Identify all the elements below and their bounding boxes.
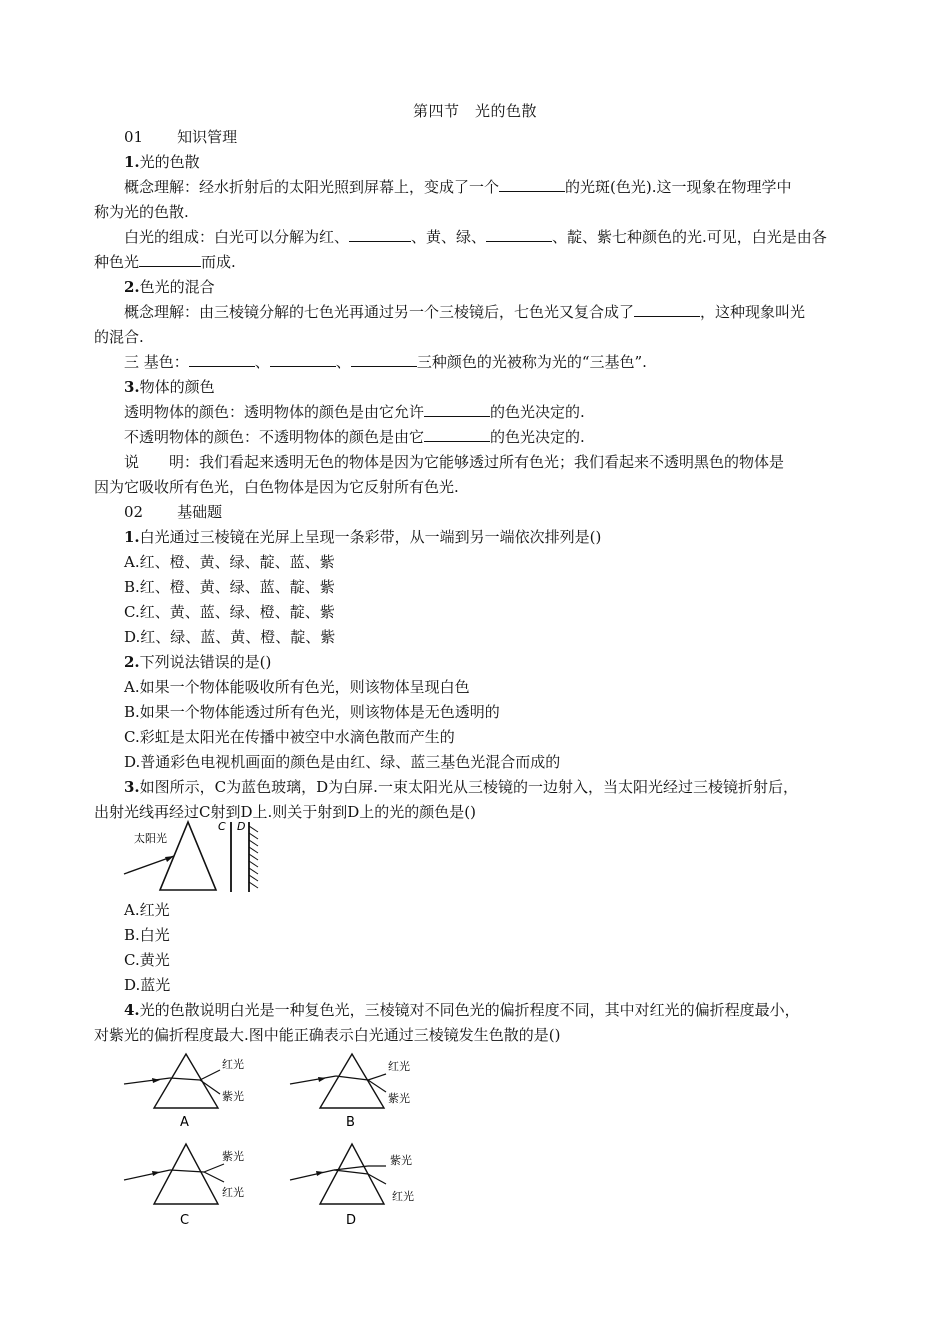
q3-option-b[interactable]: B.白光 bbox=[124, 926, 170, 944]
section-header-knowledge bbox=[124, 126, 237, 148]
paragraph-continuation: 因为它吸收所有色光，白色物体是因为它反射所有色光. bbox=[94, 478, 459, 496]
arrow-icon bbox=[152, 1171, 160, 1176]
text: 而成. bbox=[201, 253, 236, 271]
paragraph bbox=[124, 351, 647, 373]
q4-figure-b[interactable] bbox=[286, 1050, 426, 1130]
q1-option-c[interactable]: C.红、黄、蓝、绿、橙、靛、紫 bbox=[124, 603, 335, 621]
upper-label: 紫光 bbox=[222, 1150, 244, 1163]
text: 、靛、紫七种颜色的光.可见，白光是由各 bbox=[552, 228, 827, 246]
answer-blank[interactable] bbox=[424, 427, 490, 442]
question-2-stem bbox=[124, 651, 271, 673]
q3-option-d[interactable]: D.蓝光 bbox=[124, 976, 171, 994]
refracted-ray bbox=[170, 1170, 204, 1172]
text: 概念理解：由三棱镜分解的七色光再通过另一个三棱镜后，七色光又复合成了 bbox=[124, 303, 635, 321]
label-c: C bbox=[218, 820, 226, 833]
q2-option-a[interactable]: A.如果一个物体能吸收所有色光，则该物体呈现白色 bbox=[124, 678, 470, 696]
white-light-ray bbox=[124, 1170, 170, 1180]
lower-ray bbox=[200, 1080, 220, 1094]
q4-figure-d[interactable] bbox=[286, 1140, 426, 1230]
label-d: D bbox=[237, 820, 246, 833]
text: 三 基色： bbox=[124, 353, 189, 371]
figure-letter: D bbox=[346, 1213, 357, 1228]
text: 、黄、绿、 bbox=[411, 228, 487, 246]
text: 的光斑(色光).这一现象在物理学中 bbox=[565, 178, 792, 196]
question-text: 如图所示，C为蓝色玻璃，D为白屏.一束太阳光从三棱镜的一边射入，当太阳光经过三棱镜折射后， bbox=[139, 778, 798, 796]
heading-number: 2. bbox=[124, 278, 140, 296]
prism-shape bbox=[160, 822, 216, 890]
refracted-ray-lower bbox=[334, 1170, 368, 1174]
section-title: 知识管理 bbox=[177, 128, 238, 146]
paragraph: 说 明：我们看起来透明无色的物体是因为它能够透过所有色光；我们看起来不透明黑色的物体是 bbox=[124, 453, 785, 471]
white-light-ray bbox=[290, 1076, 336, 1084]
answer-blank[interactable] bbox=[349, 227, 411, 242]
section-title: 基础题 bbox=[177, 503, 223, 521]
lower-label: 红光 bbox=[222, 1186, 244, 1199]
text: 、 bbox=[335, 353, 351, 371]
q3-option-a[interactable]: A.红光 bbox=[124, 901, 170, 919]
sunlight-label: 太阳光 bbox=[134, 832, 167, 845]
screen-hatching bbox=[249, 826, 258, 888]
paragraph-continuation bbox=[94, 251, 236, 273]
knowledge-heading-1 bbox=[124, 151, 200, 173]
q1-option-d[interactable]: D.红、绿、蓝、黄、橙、靛、紫 bbox=[124, 628, 336, 646]
white-light-ray bbox=[290, 1170, 334, 1180]
heading-number: 1. bbox=[124, 153, 140, 171]
paragraph bbox=[124, 226, 827, 248]
text: 的色光决定的. bbox=[490, 428, 585, 446]
question-number: 3. bbox=[124, 778, 140, 796]
q2-option-b[interactable]: B.如果一个物体能透过所有色光，则该物体是无色透明的 bbox=[124, 703, 500, 721]
heading-text: 物体的颜色 bbox=[139, 378, 215, 396]
upper-label: 紫光 bbox=[390, 1154, 412, 1167]
answer-blank[interactable] bbox=[139, 252, 201, 267]
question-4-stem bbox=[124, 999, 800, 1021]
refracted-ray bbox=[170, 1078, 200, 1080]
section-header-basics bbox=[124, 501, 222, 523]
q1-option-a[interactable]: A.红、橙、黄、绿、靛、蓝、紫 bbox=[124, 553, 335, 571]
text: 种色光 bbox=[94, 253, 140, 271]
q2-option-d[interactable]: D.普通彩色电视机画面的颜色是由红、绿、蓝三基色光混合而成的 bbox=[124, 753, 561, 771]
lower-label: 紫光 bbox=[388, 1092, 410, 1105]
prism-shape bbox=[320, 1054, 384, 1108]
paragraph-continuation: 的混合. bbox=[94, 328, 144, 346]
question-3-stem bbox=[124, 776, 798, 798]
upper-label: 红光 bbox=[388, 1060, 410, 1073]
question-number: 1. bbox=[124, 528, 140, 546]
lower-label: 红光 bbox=[392, 1190, 414, 1203]
upper-ray bbox=[200, 1070, 220, 1080]
section-number: 02 bbox=[124, 503, 144, 521]
prism-shape bbox=[320, 1144, 384, 1204]
answer-blank[interactable] bbox=[270, 352, 336, 367]
question-number: 4. bbox=[124, 1001, 140, 1019]
question-3-stem-continued: 出射光线再经过C射到D上.则关于射到D上的光的颜色是() bbox=[94, 803, 477, 821]
paragraph bbox=[124, 176, 792, 198]
question-1-stem bbox=[124, 526, 601, 548]
text: ，这种现象叫光 bbox=[700, 303, 806, 321]
question-4-stem-continued: 对紫光的偏折程度最大.图中能正确表示白光通过三棱镜发生色散的是() bbox=[94, 1026, 561, 1044]
text: 透明物体的颜色：透明物体的颜色是由它允许 bbox=[124, 403, 425, 421]
question-text: 光的色散说明白光是一种复色光，三棱镜对不同色光的偏折程度不同，其中对红光的偏折程度最小， bbox=[139, 1001, 800, 1019]
section-number: 01 bbox=[124, 128, 144, 146]
lower-label: 紫光 bbox=[222, 1090, 244, 1103]
text: 的色光决定的. bbox=[490, 403, 585, 421]
answer-blank[interactable] bbox=[634, 302, 700, 317]
upper-label: 红光 bbox=[222, 1058, 244, 1071]
upper-ray bbox=[204, 1164, 224, 1172]
knowledge-heading-2 bbox=[124, 276, 215, 298]
q2-option-c[interactable]: C.彩虹是太阳光在传播中被空中水滴色散而产生的 bbox=[124, 728, 455, 746]
heading-text: 光的色散 bbox=[139, 153, 200, 171]
text: 三种颜色的光被称为光的“三基色”. bbox=[416, 353, 647, 371]
heading-number: 3. bbox=[124, 378, 140, 396]
lower-ray bbox=[204, 1172, 224, 1182]
figure-letter: B bbox=[346, 1115, 355, 1130]
upper-ray bbox=[368, 1074, 386, 1080]
prism-shape bbox=[154, 1054, 218, 1108]
heading-text: 色光的混合 bbox=[139, 278, 215, 296]
white-light-ray bbox=[124, 1078, 170, 1084]
arrow-icon bbox=[316, 1171, 324, 1176]
refracted-ray bbox=[336, 1076, 368, 1080]
answer-blank[interactable] bbox=[499, 177, 565, 192]
q3-option-c[interactable]: C.黄光 bbox=[124, 951, 170, 969]
q1-option-b[interactable]: B.红、橙、黄、绿、蓝、靛、紫 bbox=[124, 578, 335, 596]
paragraph bbox=[124, 401, 585, 423]
question-number: 2. bbox=[124, 653, 140, 671]
q4-figure-c[interactable] bbox=[120, 1140, 260, 1230]
paragraph-continuation: 称为光的色散. bbox=[94, 203, 189, 221]
answer-blank[interactable] bbox=[424, 402, 490, 417]
answer-blank[interactable] bbox=[351, 352, 417, 367]
answer-blank[interactable] bbox=[189, 352, 255, 367]
page-title: 第四节 光的色散 bbox=[412, 102, 537, 120]
q4-figure-a[interactable] bbox=[120, 1050, 260, 1130]
arrow-icon bbox=[152, 1078, 160, 1083]
question-text: 下列说法错误的是() bbox=[139, 653, 272, 671]
text: 概念理解：经水折射后的太阳光照到屏幕上，变成了一个 bbox=[124, 178, 500, 196]
answer-blank[interactable] bbox=[486, 227, 552, 242]
text: 白光的组成：白光可以分解为红、 bbox=[124, 228, 350, 246]
figure-letter: A bbox=[180, 1115, 189, 1130]
q3-prism-figure bbox=[120, 816, 270, 896]
paragraph bbox=[124, 426, 585, 448]
figure-letter: C bbox=[180, 1213, 190, 1228]
paragraph bbox=[124, 301, 805, 323]
question-text: 白光通过三棱镜在光屏上呈现一条彩带，从一端到另一端依次排列是() bbox=[139, 528, 602, 546]
text: 、 bbox=[254, 353, 270, 371]
knowledge-heading-3 bbox=[124, 376, 215, 398]
text: 不透明物体的颜色：不透明物体的颜色是由它 bbox=[124, 428, 425, 446]
